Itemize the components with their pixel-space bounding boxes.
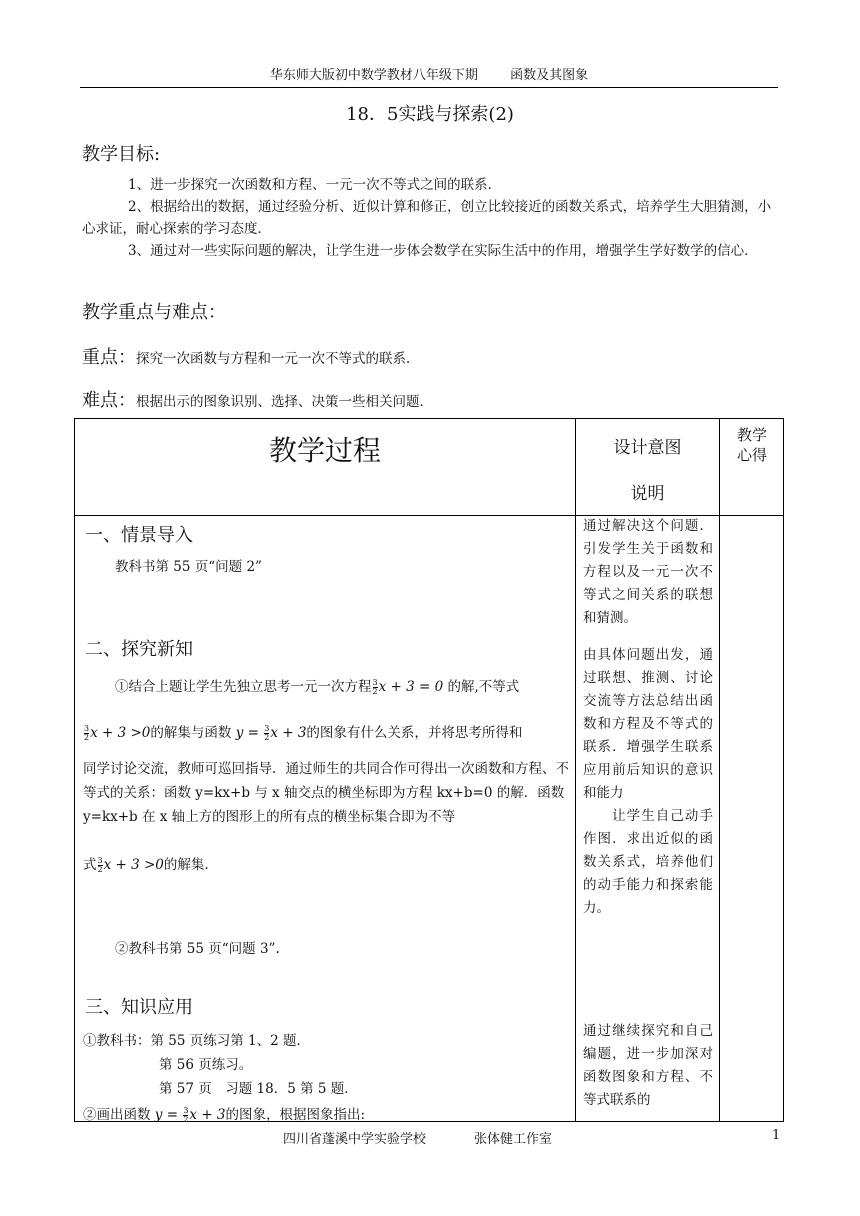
inequality: x + 3 >0 — [90, 725, 151, 741]
function-lhs: y = — [235, 725, 264, 741]
apply-item-2: 第 56 页练习。 — [159, 1057, 253, 1073]
difficulty-point — [82, 386, 433, 412]
explore-paragraph-2 — [83, 721, 569, 745]
goals-heading: 教学目标: — [82, 144, 161, 165]
function-rhs: x + 3 — [270, 725, 307, 741]
key-point-text: 探究一次函数与方程和一元一次不等式的联系． — [136, 351, 420, 367]
function-lhs: y = — [154, 1107, 183, 1123]
fraction-numerator: 3 — [84, 724, 90, 733]
fraction-numerator: 3 — [183, 1106, 189, 1115]
fraction — [84, 725, 89, 742]
reflection-header — [720, 419, 784, 465]
explore-text: ①结合上题让学生先独立思考一元一次方程 — [115, 679, 372, 695]
table-divider — [719, 419, 720, 1121]
goal-item-3: 3、通过对一些实际问题的解决，让学生进一步体会数学在实际生活中的作用，增强学生学好数学的信心． — [128, 243, 758, 259]
explore-problem-3: ②教科书第 55 页“问题 3”. — [115, 941, 280, 957]
fraction — [183, 1107, 188, 1124]
goal-item-1: 1、进一步探究一次函数和方程、一元一次不等式之间的联系． — [128, 177, 502, 193]
explore-paragraph-4 — [83, 853, 569, 877]
fraction-numerator: 3 — [264, 724, 270, 733]
fraction-denominator: 2 — [84, 733, 90, 742]
section-explore-title: 二、探究新知 — [85, 639, 193, 660]
explore-text: 的解,不等式 — [447, 679, 520, 695]
intent-note-4: 通过继续探究和自己编题，进一步加深对函数图象和方程、不等式联系的 — [583, 1023, 713, 1108]
difficulty-text: 根据出示的图象识别、选择、决策一些相关问题． — [136, 394, 433, 410]
explore-text: 的解集与函数 — [150, 725, 232, 741]
fraction — [264, 725, 269, 742]
fraction-denominator: 2 — [183, 1115, 189, 1124]
header-textbook: 华东师大版初中数学教材八年级下期 — [269, 68, 478, 83]
process-header: 教学过程 — [268, 434, 381, 467]
fraction — [373, 679, 378, 696]
intent-header-line2: 说明 — [630, 484, 665, 504]
explore-text: 的图象有什么关系，并将思考所得和 — [306, 725, 523, 741]
page-number: 1 — [772, 1128, 781, 1143]
intent-note-1: 通过解决这个问题．引发学生关于函数和方程以及一元一次不等式之间关系的联想和猜测。 — [583, 518, 713, 626]
intent-header-line1: 设计意图 — [613, 438, 682, 458]
section-apply-title: 三、知识应用 — [85, 997, 193, 1018]
explore-text: 的解集. — [163, 857, 209, 873]
lesson-title: 18．5实践与探索(2) — [346, 104, 514, 125]
inequality: x + 3 >0 — [103, 857, 164, 873]
header-chapter: 函数及其图象 — [510, 68, 589, 83]
apply-text: 的图象，根据图象指出: — [225, 1107, 366, 1123]
difficulty-label: 难点： — [82, 390, 136, 411]
table-divider — [575, 419, 576, 1121]
intent-header — [576, 419, 719, 515]
footer-school: 四川省蓬溪中学实验学校 — [283, 1132, 427, 1147]
fraction-denominator: 2 — [372, 687, 378, 696]
goal-item-2: 2、根据给出的数据，通过经验分析、近似计算和修正，创立比较接近的函数关系式，培养学生大胆猜测，小心求证，耐心探索的学习态度． — [82, 199, 772, 237]
key-point — [82, 343, 420, 369]
fraction-numerator: 3 — [97, 856, 103, 865]
focus-heading: 教学重点与难点： — [82, 302, 226, 323]
fraction-denominator: 2 — [264, 733, 270, 742]
reflection-header-line1: 教学 — [736, 426, 767, 444]
apply-item-1: ①教科书：第 55 页练习第 1、2 题． — [83, 1033, 311, 1049]
apply-item-3: 第 57 页 习题 18．5 第 5 题． — [159, 1081, 358, 1097]
fraction-denominator: 2 — [97, 865, 103, 874]
explore-text: 式 — [83, 857, 97, 873]
explore-paragraph-1 — [115, 675, 575, 699]
section-intro-title: 一、情景导入 — [85, 525, 193, 546]
page-header — [80, 64, 778, 88]
intent-content — [583, 515, 713, 1112]
fraction-numerator: 3 — [372, 678, 378, 687]
reflection-header-line2: 心得 — [736, 446, 767, 464]
equation: x + 3 = 0 — [378, 679, 444, 695]
fraction — [98, 857, 103, 874]
apply-item-4 — [83, 1103, 365, 1127]
section-intro-text: 教科书第 55 页“问题 2” — [115, 559, 262, 575]
intent-note-3: 让学生自己动手作图．求出近似的函数关系式，培养他们的动手能力和探索能力。 — [583, 808, 713, 916]
key-point-label: 重点： — [82, 347, 136, 368]
lesson-table — [74, 418, 784, 1122]
intent-note-2: 由具体问题出发，通过联想、推测、讨论交流等方法总结出函数和方程及不等式的联系．增强学生联系应用前后知识的意识和能力 — [583, 647, 713, 801]
function-rhs: x + 3 — [189, 1107, 226, 1123]
apply-text: ②画出函数 — [83, 1107, 151, 1123]
footer-studio: 张体健工作室 — [474, 1132, 553, 1147]
explore-paragraph-3: 同学讨论交流，教师可巡回指导．通过师生的共同合作可得出一次函数和方程、不等式的关系：函数 y=kx+b 与 x 轴交点的横坐标即为方程 kx+b=0 的解．函数 y=kx+b 在 x 轴上方的图形上的所有点的横坐标集合即为不等 — [83, 761, 569, 825]
